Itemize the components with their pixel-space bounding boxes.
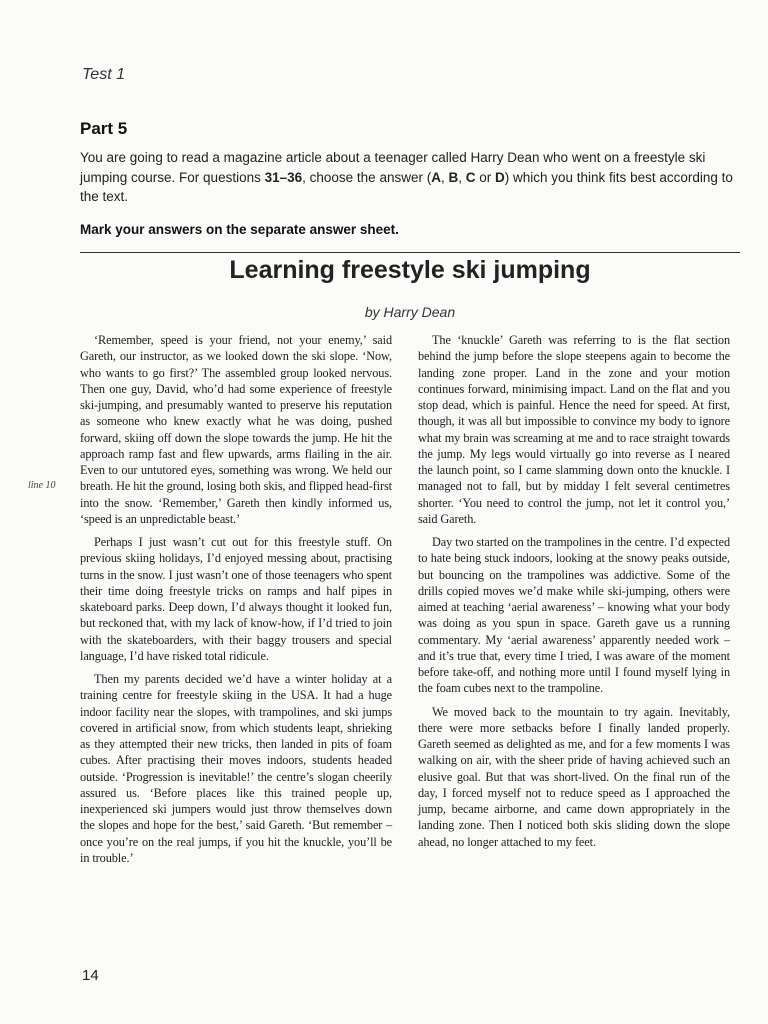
- article-paragraph: Perhaps I just wasn’t cut out for this freestyle stuff. On previous skiing holidays, I’d enjoyed messing about, practising turns in the snow. I just wasn’t one of those teenagers who spent their time doing freestyle tricks on ramps and half pipes in skateboard parks. Deep down, I’d always thought it looked fun, but reckoned that, with my lack of know-how, if I’d tried to join with the skateboarders, with their baggy trousers and special language, I’d have risked total ridicule.: [80, 535, 392, 663]
- separator: ,: [458, 169, 466, 185]
- test-label: Test 1: [82, 66, 125, 83]
- article-paragraph: Then my parents decided we’d have a winter holiday at a training centre for freestyle skiing in the USA. It had a huge indoor facility near the slopes, with trampolines, and ski jumps covered in artificial snow, from which students leapt, shrieking as they attempted their new tricks, then landed in pits of foam cubes. After practising their moves indoors, students headed outside. ‘Progression is inevitable!’ the centre’s slogan cheerily assured us. ‘Before places like this trained people up, inexperienced ski jumpers would just throw themselves down the slopes and hope for the best,’ said Gareth. ‘But remember – once you’re on the real jumps, if you hit the knuckle, you’ll be in trouble.’: [80, 672, 392, 865]
- byline: by Harry Dean: [364, 304, 456, 320]
- instructions-text: You are going to read a magazine article about a teenager called Harry Dean who went on a freestyle ski jumping course. For questions: [80, 150, 706, 185]
- article-right-column: [418, 332, 730, 857]
- mark-answers-note: Mark your answers on the separate answer sheet.: [80, 222, 399, 237]
- part-title: Part 5: [80, 119, 128, 138]
- article-paragraph: The ‘knuckle’ Gareth was referring to is the flat section behind the jump before the slope steepens again to become the landing zone proper. Land in the zone and your motion continues forward, minimising impact. Land on the flat and you stop dead, which is painful. Hence the need for speed. At first, though, it was all but impossible to convince my body to ignore what my brain was screaming at me and to race straight towards the jump. My legs would virtually go into reverse as I neared the launch point, so I came slamming down onto the knuckle. I managed not to fall, but by midday I felt several centimetres shorter. ‘You need to control the jump, not let it control you,’ said Gareth.: [418, 333, 730, 526]
- separator: ,: [440, 169, 449, 185]
- article-paragraph: We moved back to the mountain to try again. Inevitably, there were more setbacks before I finally landed properly. Gareth seemed as delighted as me, and for a few moments I was walking on air, with the sheer pride of having achieved such an elusive goal. But that was short-lived. On the final run of the day, I forced myself not to reduce speed as I approached the jump, became airborne, and came down appropriately in the landing zone. Then I noticed both skis sliding down the slope ahead, no longer attached to my feet.: [418, 704, 730, 849]
- article-title: Learning freestyle ski jumping: [229, 256, 591, 284]
- separator: or: [475, 169, 496, 185]
- line-marker: line 10: [28, 480, 56, 491]
- instructions-text: , choose the answer (: [302, 169, 432, 185]
- page-number: 14: [82, 967, 99, 984]
- article-left-column: [80, 332, 392, 873]
- option-b: B: [448, 169, 459, 185]
- option-a: A: [431, 169, 441, 185]
- option-c: C: [465, 169, 476, 185]
- article-paragraph: ‘Remember, speed is your friend, not your enemy,’ said Gareth, our instructor, as we looked down the ski slope. ‘Now, who wants to go first?’ The assembled group looked nervous. Then one guy, David, who’d had some experience of freestyle ski-jumping, and presumably wanted to preserve his reputation as someone who knew exactly what he was doing, pushed forward, skiing off down the slope towards the jump. He hit the approach ramp fast and flew upwards, arms flailing in the air. Even to our untutored eyes, something was wrong. We held our breath. He hit the ground, losing both skis, and flipped head-first into the snow. ‘Remember,’ Gareth then kindly informed us, ‘speed is an unpredictable beast.’: [80, 333, 392, 526]
- instructions: [80, 148, 740, 207]
- article-paragraph: Day two started on the trampolines in the centre. I’d expected to hate being stuck indoors, looking at the snowy peaks outside, but bouncing on the trampolines was addictive. Some of the drills copied moves we’d make while ski-jumping, others were aimed at teaching ‘aerial awareness’ – knowing what your body was doing as you spun in space. Gareth gave us a running commentary. My ‘aerial awareness’ apparently needed work – and it’s true that, every time I tried, I was aware of the moment before take-off, and nothing more until I found myself lying in the foam cubes next to the trampoline.: [418, 535, 730, 696]
- option-d: D: [495, 169, 505, 185]
- instructions-text: ) which you think fits best according to the text.: [80, 169, 733, 204]
- divider-rule: [80, 252, 740, 253]
- question-range: 31–36: [264, 169, 303, 185]
